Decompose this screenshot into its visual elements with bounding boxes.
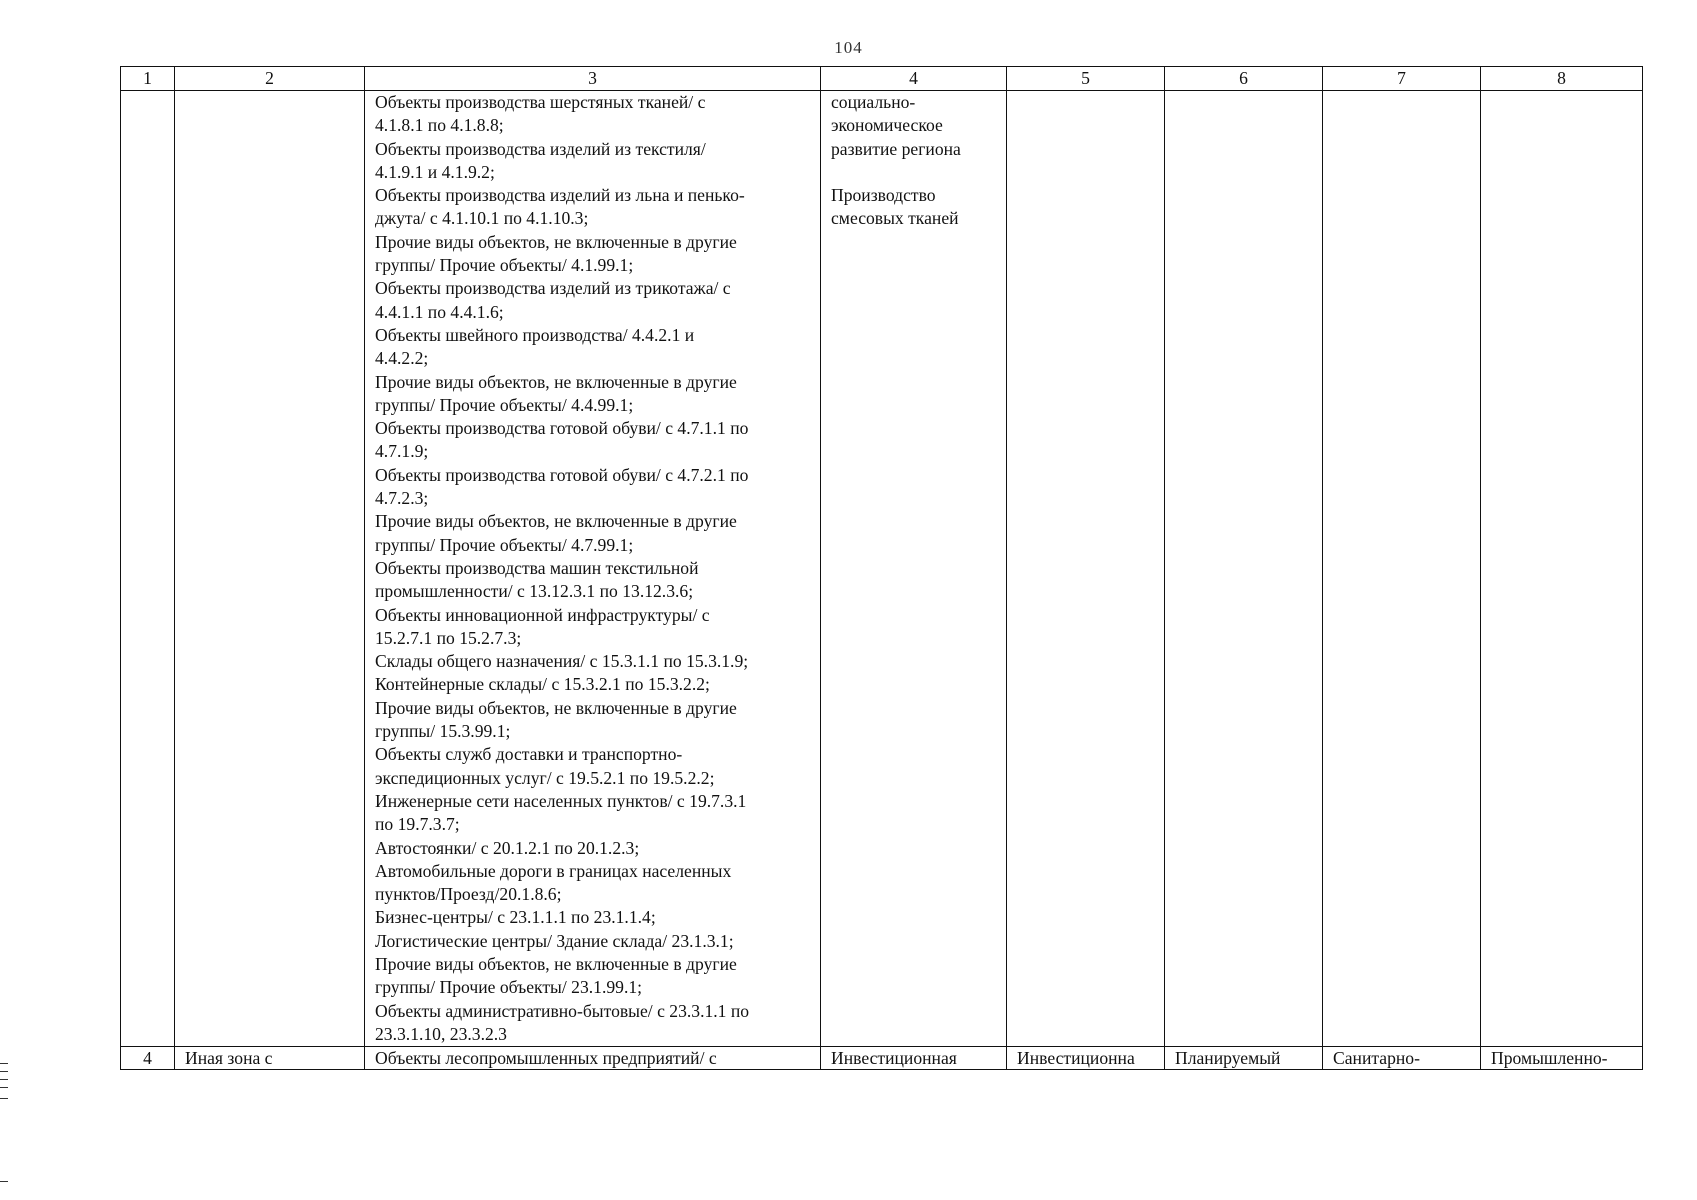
header-col-8: 8 [1481,67,1643,91]
line-gap [831,161,996,184]
object-line: Объекты производства изделий из льна и пенько- [375,185,745,206]
object-line: 15.2.7.1 по 15.2.7.3; [375,627,522,648]
header-col-1: 1 [121,67,175,91]
object-line: Объекты производства машин текстильной [375,557,699,578]
object-line: группы/ Прочие объекты/ 23.1.99.1; [375,977,643,998]
object-line: Объекты инновационной инфраструктуры/ с [375,604,710,625]
object-line: Объекты производства готовой обуви/ с 4.7.1.1 по [375,418,749,439]
object-line: Автомобильные дороги в границах населенных [375,860,732,881]
object-line: пунктов/Проезд/20.1.8.6; [375,884,562,905]
cont-cell-1 [121,91,175,1047]
row-number: 4 [121,1047,175,1070]
purpose-line: социально- [831,92,916,112]
object-line: 23.3.1.10, 23.3.2.3 [375,1023,507,1044]
object-line: группы/ Прочие объекты/ 4.7.99.1; [375,534,634,555]
object-line: Автостоянки/ с 20.1.2.1 по 20.1.2.3; [375,837,640,858]
header-col-7: 7 [1323,67,1481,91]
cont-cell-5 [1007,91,1165,1047]
object-line: Контейнерные склады/ с 15.3.2.1 по 15.3.2.2; [375,674,710,695]
object-line: Объекты производства шерстяных тканей/ с [375,92,706,112]
object-line: Объекты производства изделий из текстиля/ [375,138,706,159]
zone-name-cell: Иная зона с [175,1047,365,1070]
objects-cell: Объекты лесопромышленных предприятий/ с [365,1047,821,1070]
object-line: Объекты производства изделий из трикотажа/ с [375,278,731,299]
object-line: Инженерные сети населенных пунктов/ с 19.7.3.1 [375,790,747,811]
object-line: Прочие виды объектов, не включенные в другие [375,953,737,974]
object-line: Прочие виды объектов, не включенные в другие [375,371,737,392]
object-line: Прочие виды объектов, не включенные в другие [375,697,737,718]
object-line: экспедиционных услуг/ с 19.5.2.1 по 19.5.2.2; [375,767,715,788]
purpose-line: Производство [831,185,936,206]
col4-cell: Инвестиционная [821,1047,1007,1070]
object-line: 4.4.1.1 по 4.4.1.6; [375,301,504,322]
permitted-objects-list [365,91,821,1047]
object-line: Объекты швейного производства/ 4.4.2.1 и [375,324,695,345]
col8-cell: Промышленно- [1481,1047,1643,1070]
object-line: 4.7.2.3; [375,488,429,509]
header-col-6: 6 [1165,67,1323,91]
margin-tick [0,1079,8,1080]
object-line: Прочие виды объектов, не включенные в другие [375,511,737,532]
header-col-5: 5 [1007,67,1165,91]
page-number: 104 [834,38,863,57]
cont-cell-6 [1165,91,1323,1047]
zoning-table [120,66,1643,1070]
object-line: Бизнес-центры/ с 23.1.1.1 по 23.1.1.4; [375,907,656,928]
object-line: Прочие виды объектов, не включенные в другие [375,231,737,252]
object-line: группы/ 15.3.99.1; [375,721,511,742]
object-line: 4.1.9.1 и 4.1.9.2; [375,161,495,182]
cont-cell-7 [1323,91,1481,1047]
object-line: джута/ с 4.1.10.1 по 4.1.10.3; [375,208,589,229]
margin-tick [0,1181,8,1182]
col7-cell: Санитарно- [1323,1047,1481,1070]
object-line: Объекты административно-бытовые/ с 23.3.1.1 по [375,1000,750,1021]
object-line: Склады общего назначения/ с 15.3.1.1 по 15.3.1.9; [375,651,749,672]
header-col-4: 4 [821,67,1007,91]
object-line: Объекты служб доставки и транспортно- [375,744,683,765]
object-line: 4.7.1.9; [375,441,429,462]
col6-cell: Планируемый [1165,1047,1323,1070]
cont-cell-8 [1481,91,1643,1047]
purpose-line: развитие региона [831,138,961,159]
cont-cell-2 [175,91,365,1047]
col5-cell: Инвестиционна [1007,1047,1165,1070]
object-line: Объекты производства готовой обуви/ с 4.7.2.1 по [375,464,749,485]
margin-tick [0,1071,8,1072]
margin-tick [0,1098,8,1099]
margin-tick [0,1087,8,1088]
purpose-line: экономическое [831,115,943,136]
header-row [121,67,1643,91]
object-line: 4.1.8.1 по 4.1.8.8; [375,115,504,136]
object-line: группы/ Прочие объекты/ 4.1.99.1; [375,255,634,276]
purpose-cell [821,91,1007,1047]
margin-tick [0,1063,8,1064]
object-line: Логистические центры/ Здание склада/ 23.1.3.1; [375,930,734,951]
object-line: по 19.7.3.7; [375,814,460,835]
table-row [121,1047,1643,1070]
object-line: промышленности/ с 13.12.3.1 по 13.12.3.6; [375,581,694,602]
object-line: 4.4.2.2; [375,348,429,369]
header-col-3: 3 [365,67,821,91]
object-line: группы/ Прочие объекты/ 4.4.99.1; [375,394,634,415]
header-col-2: 2 [175,67,365,91]
purpose-line: смесовых тканей [831,208,959,229]
continuation-row [121,91,1643,1047]
